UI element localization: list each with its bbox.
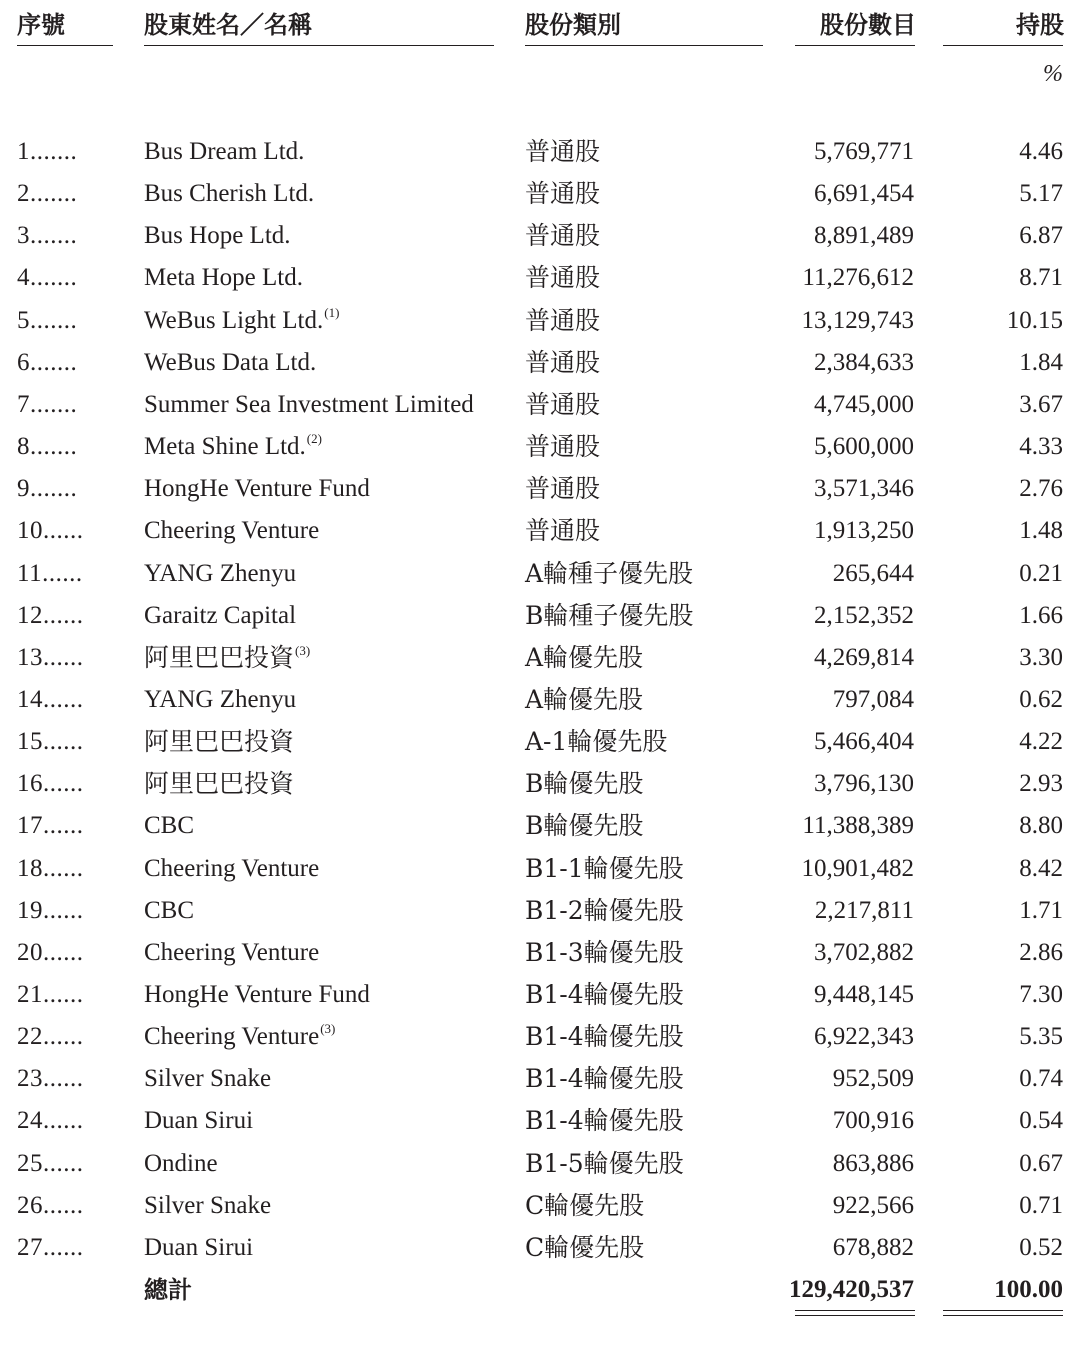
row-share-count: 9,448,145: [814, 981, 914, 1008]
row-percentage: 2.86: [1019, 938, 1063, 966]
row-seq: 17......: [17, 812, 84, 840]
row-seq: 5.......: [17, 306, 78, 334]
shareholder-name-text: HongHe Venture Fund: [144, 475, 370, 503]
row-shareholder-name: [144, 932, 514, 974]
row-seq: 6.......: [17, 348, 78, 376]
row-shareholder-name: [144, 848, 514, 890]
row-share-class: B1-1輪優先股: [525, 853, 684, 883]
row-percentage: 0.52: [1019, 1233, 1063, 1261]
table-row: [0, 1058, 1080, 1100]
row-seq: 14......: [17, 685, 84, 713]
table-row: [0, 974, 1080, 1016]
row-share-count: 797,084: [832, 685, 914, 713]
row-percentage: 8.71: [1019, 264, 1063, 292]
row-share-count: 4,745,000: [814, 390, 914, 418]
footnote-marker: (2): [306, 431, 322, 447]
row-share-count: 5,466,404: [814, 728, 914, 756]
row-seq: 13......: [17, 643, 84, 671]
row-percentage: 3.67: [1019, 390, 1063, 418]
row-percentage: 1.48: [1019, 517, 1063, 545]
shareholder-name-text: HongHe Venture Fund: [144, 981, 370, 1008]
row-seq: 22......: [17, 1023, 84, 1051]
row-share-class: 普通股: [525, 305, 601, 335]
row-share-count: 11,276,612: [802, 264, 914, 292]
shareholder-name-text: 阿里巴巴投資: [144, 642, 295, 672]
header-name: 股東姓名／名稱: [144, 11, 312, 39]
shareholder-name-text: Bus Cherish Ltd.: [144, 180, 315, 208]
row-share-count: 2,152,352: [814, 601, 914, 629]
row-share-count: 3,571,346: [814, 475, 914, 503]
row-share-class: 普通股: [525, 221, 601, 251]
row-share-count: 4,269,814: [814, 643, 914, 671]
header-shares: 股份數目: [820, 11, 916, 39]
row-shareholder-name: [144, 1143, 514, 1185]
shareholder-name-text: Ondine: [144, 1149, 218, 1177]
table-row: [0, 763, 1080, 805]
row-percentage: 0.71: [1019, 1191, 1063, 1219]
row-percentage: 2.93: [1019, 770, 1063, 798]
row-seq: 7.......: [17, 390, 78, 418]
row-share-count: 265,644: [832, 559, 914, 587]
row-shareholder-name: [144, 1100, 514, 1142]
header-rule-shares: [795, 45, 915, 46]
table-row: [0, 637, 1080, 679]
total-shares-double-rule: [795, 1310, 915, 1316]
table-row: [0, 342, 1080, 384]
table-row: [0, 679, 1080, 721]
row-share-count: 6,922,343: [814, 1023, 914, 1051]
footnote-marker: (3): [295, 642, 311, 658]
row-percentage: 0.74: [1019, 1065, 1063, 1093]
header-rule-class: [525, 45, 763, 46]
row-shareholder-name: [144, 595, 514, 637]
row-share-count: 11,388,389: [802, 812, 914, 840]
table-row: [0, 384, 1080, 426]
table-row: [0, 1100, 1080, 1142]
row-share-count: 922,566: [832, 1191, 914, 1219]
row-percentage: 0.67: [1019, 1149, 1063, 1177]
table-row: [0, 426, 1080, 468]
row-shareholder-name: [144, 426, 514, 471]
row-percentage: 4.33: [1019, 433, 1063, 461]
row-share-count: 8,891,489: [814, 222, 914, 250]
row-shareholder-name: [144, 468, 514, 510]
row-seq: 19......: [17, 896, 84, 924]
row-shareholder-name: [144, 215, 514, 257]
row-share-class: B輪優先股: [525, 769, 644, 799]
row-share-count: 863,886: [832, 1149, 914, 1177]
row-seq: 20......: [17, 938, 84, 966]
table-row: [0, 1185, 1080, 1227]
row-share-class: B1-3輪優先股: [525, 937, 684, 967]
row-shareholder-name: [144, 679, 514, 721]
row-share-count: 10,901,482: [801, 854, 914, 882]
shareholder-name-text: Cheering Venture: [144, 517, 320, 545]
row-shareholder-name: [144, 1227, 514, 1269]
row-share-count: 3,702,882: [814, 938, 914, 966]
row-seq: 18......: [17, 854, 84, 882]
table-row: [0, 721, 1080, 763]
shareholder-name-text: Summer Sea Investment Limited: [144, 390, 474, 418]
row-share-count: 700,916: [832, 1107, 914, 1135]
row-shareholder-name: [144, 131, 514, 173]
shareholder-name-text: Cheering Venture: [144, 1023, 320, 1051]
shareholder-name-text: WeBus Light Ltd.: [144, 306, 324, 334]
row-seq: 24......: [17, 1107, 84, 1135]
table-row: [0, 257, 1080, 299]
shareholder-name-text: Bus Dream Ltd.: [144, 138, 305, 165]
row-share-class: A輪優先股: [525, 684, 644, 714]
row-percentage: 1.71: [1019, 896, 1063, 924]
row-shareholder-name: [144, 553, 514, 595]
table-row: [0, 890, 1080, 932]
row-shareholder-name: [144, 384, 514, 426]
row-share-class: 普通股: [525, 474, 601, 504]
row-seq: 3.......: [17, 222, 78, 250]
shareholder-name-text: Meta Shine Ltd.: [144, 433, 306, 461]
row-seq: 26......: [17, 1191, 84, 1219]
row-shareholder-name: [144, 890, 514, 932]
row-percentage: 5.35: [1019, 1023, 1063, 1051]
row-share-class: B1-4輪優先股: [525, 980, 684, 1009]
row-percentage: 3.30: [1019, 643, 1063, 671]
row-share-count: 3,796,130: [814, 770, 914, 798]
row-seq: 8.......: [17, 433, 78, 461]
row-share-class: 普通股: [525, 137, 601, 166]
row-share-count: 5,769,771: [814, 138, 914, 165]
row-shareholder-name: [144, 637, 514, 683]
row-percentage: 1.84: [1019, 348, 1063, 376]
table-row: [0, 1227, 1080, 1269]
row-percentage: 4.22: [1019, 728, 1063, 756]
shareholder-name-text: Duan Sirui: [144, 1107, 254, 1135]
row-seq: 4.......: [17, 264, 78, 292]
total-share-count: 129,420,537: [789, 1276, 914, 1304]
row-share-count: 2,384,633: [814, 348, 914, 376]
row-seq: 2.......: [17, 180, 78, 208]
shareholder-name-text: Duan Sirui: [144, 1233, 254, 1261]
row-share-count: 678,882: [832, 1233, 914, 1261]
table-row: [0, 595, 1080, 637]
row-share-class: A輪種子優先股: [525, 558, 694, 588]
shareholder-name-text: Garaitz Capital: [144, 601, 297, 629]
row-percentage: 8.80: [1019, 812, 1063, 840]
row-shareholder-name: [144, 763, 514, 806]
table-row: [0, 1143, 1080, 1185]
table-row: [0, 468, 1080, 510]
row-shareholder-name: [144, 300, 514, 345]
total-pct-double-rule: [943, 1310, 1063, 1316]
row-seq: 21......: [17, 981, 84, 1008]
row-seq: 23......: [17, 1065, 84, 1093]
header-class: 股份類別: [525, 11, 621, 39]
row-shareholder-name: [144, 1185, 514, 1227]
shareholder-name-text: Cheering Venture: [144, 854, 320, 882]
row-share-count: 5,600,000: [814, 433, 914, 461]
header-rule-pct: [943, 45, 1063, 46]
row-share-class: B輪種子優先股: [525, 600, 694, 630]
row-share-class: A輪優先股: [525, 642, 644, 672]
shareholder-name-text: YANG Zhenyu: [144, 685, 297, 713]
shareholder-name-text: YANG Zhenyu: [144, 559, 297, 587]
table-row: [0, 848, 1080, 890]
header-pct: 持股: [1016, 11, 1064, 39]
row-share-class: C輪優先股: [525, 1232, 645, 1262]
row-percentage: 7.30: [1019, 981, 1063, 1008]
row-share-count: 952,509: [832, 1065, 914, 1093]
row-percentage: 2.76: [1019, 475, 1063, 503]
row-share-class: A-1輪優先股: [525, 727, 668, 757]
shareholder-name-text: Meta Hope Ltd.: [144, 264, 303, 292]
row-shareholder-name: [144, 721, 514, 764]
table-row: [0, 932, 1080, 974]
row-shareholder-name: [144, 1016, 514, 1061]
table-row: [0, 805, 1080, 847]
row-seq: 11......: [17, 559, 83, 587]
row-share-class: 普通股: [525, 347, 601, 377]
row-seq: 16......: [17, 770, 84, 798]
table-row: [0, 215, 1080, 257]
total-percentage: 100.00: [994, 1276, 1063, 1304]
table-row: [0, 510, 1080, 552]
row-share-class: B1-4輪優先股: [525, 1064, 684, 1094]
row-share-class: B1-4輪優先股: [525, 1106, 684, 1136]
shareholder-name-text: 阿里巴巴投資: [144, 727, 295, 757]
header-seq: 序號: [17, 11, 65, 39]
shareholder-name-text: WeBus Data Ltd.: [144, 348, 317, 376]
row-share-class: C輪優先股: [525, 1190, 645, 1220]
row-shareholder-name: [144, 257, 514, 299]
row-share-count: 2,217,811: [814, 896, 914, 924]
row-shareholder-name: [144, 173, 514, 215]
row-percentage: 5.17: [1019, 180, 1063, 208]
row-seq: 10......: [17, 517, 84, 545]
row-seq: 15......: [17, 728, 84, 756]
row-share-class: B1-2輪優先股: [525, 895, 684, 925]
row-seq: 12......: [17, 601, 84, 629]
row-share-class: B1-4輪優先股: [525, 1022, 684, 1052]
total-label: 總計: [144, 1276, 192, 1305]
row-shareholder-name: [144, 805, 514, 847]
row-percentage: 8.42: [1019, 854, 1063, 882]
row-percentage: 10.15: [1006, 306, 1063, 334]
row-share-class: 普通股: [525, 389, 601, 419]
row-share-class: 普通股: [525, 516, 601, 546]
row-percentage: 1.66: [1019, 601, 1063, 629]
unit-label: %: [1043, 61, 1063, 87]
row-seq: 25......: [17, 1149, 84, 1177]
row-shareholder-name: [144, 974, 514, 1016]
shareholder-name-text: 阿里巴巴投資: [144, 769, 295, 799]
table-row: [0, 553, 1080, 595]
row-seq: 1.......: [17, 138, 78, 165]
row-shareholder-name: [144, 510, 514, 552]
shareholder-name-text: Silver Snake: [144, 1191, 272, 1219]
header-rule-name: [144, 45, 494, 46]
table-row: [0, 131, 1080, 173]
row-share-count: 6,691,454: [814, 180, 914, 208]
header-rule-seq: [17, 45, 113, 46]
shareholder-name-text: Silver Snake: [144, 1065, 272, 1093]
table-row: [0, 300, 1080, 342]
row-percentage: 6.87: [1019, 222, 1063, 250]
row-seq: 27......: [17, 1233, 84, 1261]
row-share-class: 普通股: [525, 179, 601, 209]
row-share-class: 普通股: [525, 263, 601, 293]
row-share-class: B1-5輪優先股: [525, 1148, 684, 1178]
row-share-class: B輪優先股: [525, 811, 644, 841]
shareholder-name-text: CBC: [144, 812, 195, 840]
shareholder-name-text: Cheering Venture: [144, 938, 320, 966]
table-row: [0, 173, 1080, 215]
row-shareholder-name: [144, 1058, 514, 1100]
row-share-count: 1,913,250: [814, 517, 914, 545]
footnote-marker: (1): [324, 304, 340, 320]
row-percentage: 0.62: [1019, 685, 1063, 713]
table-row: [0, 1016, 1080, 1058]
shareholder-name-text: Bus Hope Ltd.: [144, 222, 291, 250]
row-percentage: 0.21: [1019, 559, 1063, 587]
row-percentage: 4.46: [1019, 138, 1063, 165]
row-share-count: 13,129,743: [801, 306, 914, 334]
footnote-marker: (3): [320, 1021, 336, 1037]
row-percentage: 0.54: [1019, 1107, 1063, 1135]
total-row: [0, 1269, 1080, 1311]
row-share-class: 普通股: [525, 432, 601, 462]
shareholder-name-text: CBC: [144, 896, 195, 924]
row-shareholder-name: [144, 342, 514, 384]
row-seq: 9.......: [17, 475, 78, 503]
